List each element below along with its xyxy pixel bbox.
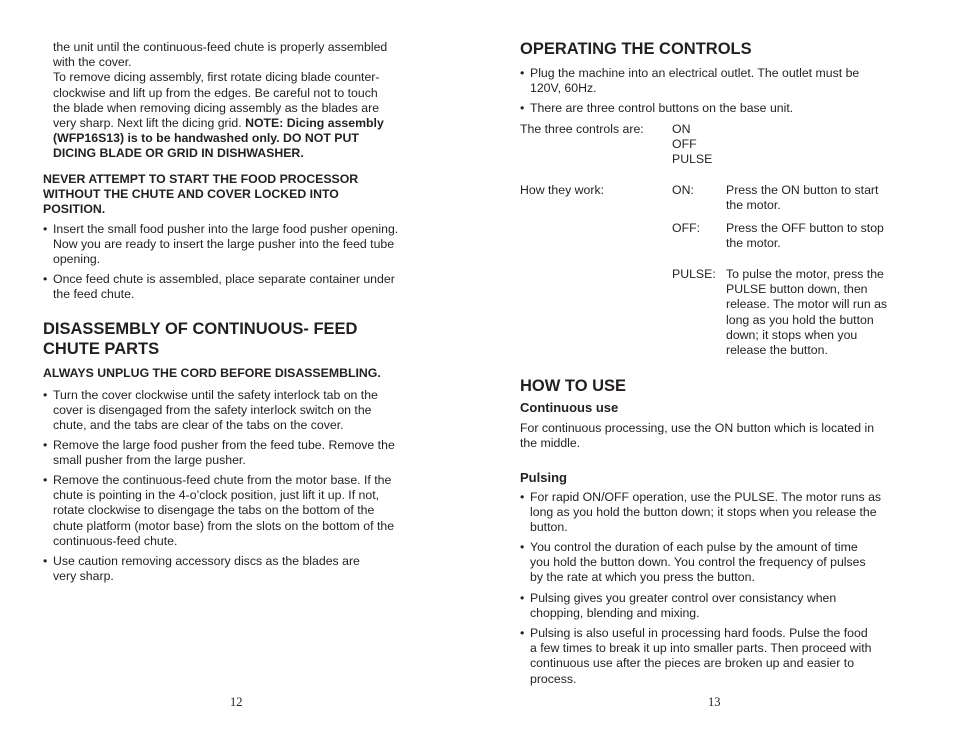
list-item bbox=[520, 626, 925, 687]
list-item bbox=[43, 554, 445, 584]
control-name: PULSE bbox=[672, 152, 713, 167]
list-item bbox=[43, 272, 445, 302]
text-line: chute is pointing in the 4-o’clock position, just lift it up. If not, bbox=[53, 488, 380, 503]
page-number: 13 bbox=[708, 695, 721, 709]
note-label: NOTE: Dicing assembly bbox=[245, 116, 384, 131]
text-line: the unit until the continuous-feed chute is properly assembled bbox=[53, 40, 388, 54]
list-item bbox=[43, 388, 445, 434]
pulsing-heading: Pulsing bbox=[520, 470, 567, 485]
text-line: chute platform (motor base) from the slots on the bottom of the bbox=[53, 518, 395, 533]
text-line: • Remove the large food pusher from the feed tube. Remove the bbox=[53, 438, 395, 452]
list-item bbox=[520, 66, 925, 96]
text-line: To remove dicing assembly, first rotate dicing blade counter- bbox=[53, 70, 380, 85]
text-line: the motor. bbox=[726, 198, 781, 213]
text-line: • Turn the cover clockwise until the safety interlock tab on the bbox=[53, 388, 378, 402]
text-line: long as you hold the button bbox=[726, 312, 874, 327]
text-line: down; it stops when you bbox=[726, 327, 858, 342]
how-label: How they work: bbox=[520, 183, 605, 197]
text-line: cover is disengaged from the safety interlock switch on the bbox=[53, 403, 372, 418]
text-line: chute, and the tabs are clear of the tabs on the cover. bbox=[53, 418, 344, 433]
text-line: the blade when removing dicing assembly as the blades are bbox=[53, 100, 380, 115]
note-line: (WFP16S13) is to be handwashed only. DO NOT PUT bbox=[53, 131, 359, 146]
text-fragment: very sharp. Next lift the dicing grid. bbox=[53, 116, 246, 131]
text-line: very sharp. bbox=[53, 569, 114, 584]
start-warning bbox=[43, 172, 443, 218]
text-line: • Plug the machine into an electrical outlet. The outlet must be bbox=[530, 66, 860, 80]
list-item bbox=[520, 540, 925, 586]
text-line: Press the ON button to start bbox=[726, 183, 879, 197]
text-line: PULSE button down, then bbox=[726, 282, 868, 297]
heading-line: DISASSEMBLY OF CONTINUOUS- FEED bbox=[43, 320, 358, 338]
control-name: OFF bbox=[672, 137, 697, 152]
text-line: • Insert the small food pusher into the large food pusher opening. bbox=[53, 222, 399, 236]
text-line: small pusher from the large pusher. bbox=[53, 453, 246, 468]
warning-line: POSITION. bbox=[43, 202, 106, 217]
text-line: long as you hold the button down; it stops when you release the bbox=[530, 505, 877, 520]
page-number: 12 bbox=[230, 695, 243, 709]
disassembly-heading bbox=[43, 319, 443, 359]
text-line: • There are three control buttons on the base unit. bbox=[530, 101, 794, 115]
text-line: Press the OFF button to stop bbox=[726, 221, 884, 235]
how-desc-off bbox=[726, 221, 916, 251]
text-line: continuous use after the pieces are broken up and easier to bbox=[530, 656, 855, 671]
continuous-text bbox=[520, 421, 920, 451]
warning-line: NEVER ATTEMPT TO START THE FOOD PROCESSOR bbox=[43, 172, 359, 186]
list-item bbox=[520, 490, 925, 536]
text-line: with the cover. bbox=[53, 55, 132, 70]
heading-line: CHUTE PARTS bbox=[43, 340, 160, 358]
controls-list bbox=[672, 122, 712, 168]
text-line: opening. bbox=[53, 252, 101, 267]
text-line: the motor. bbox=[726, 236, 781, 251]
text-line: • Pulsing gives you greater control over consistancy when bbox=[530, 591, 837, 605]
list-item bbox=[520, 591, 925, 621]
text-line: release the button. bbox=[726, 343, 828, 358]
unplug-warning: ALWAYS UNPLUG THE CORD BEFORE DISASSEMBLING. bbox=[43, 366, 381, 380]
text-line: • Remove the continuous-feed chute from the motor base. If the bbox=[53, 473, 392, 487]
text-line: • Use caution removing accessory discs as the blades are bbox=[53, 554, 360, 568]
text-line: • You control the duration of each pulse by the amount of time bbox=[530, 540, 858, 554]
text-line: To pulse the motor, press the bbox=[726, 267, 884, 281]
list-item bbox=[43, 222, 445, 268]
text-line: a few times to break it up into smaller parts. Then proceed with bbox=[530, 641, 872, 656]
text-line: process. bbox=[530, 671, 577, 686]
list-item bbox=[43, 438, 445, 468]
continuous-heading: Continuous use bbox=[520, 400, 619, 415]
list-item bbox=[43, 473, 445, 549]
note-line: DICING BLADE OR GRID IN DISHWASHER. bbox=[53, 146, 304, 161]
how-key-off: OFF: bbox=[672, 221, 701, 235]
warning-line: WITHOUT THE CHUTE AND COVER LOCKED INTO bbox=[43, 187, 339, 202]
how-desc-pulse bbox=[726, 267, 916, 358]
text-line: the feed chute. bbox=[53, 287, 135, 302]
operating-heading: OPERATING THE CONTROLS bbox=[520, 40, 752, 58]
text-line: For continuous processing, use the ON button which is located in bbox=[520, 421, 875, 435]
text-line: by the rate at which you press the button. bbox=[530, 570, 755, 585]
text-line: button. bbox=[530, 520, 568, 535]
how-desc-on bbox=[726, 183, 916, 213]
text-line: chopping, blending and mixing. bbox=[530, 606, 700, 621]
text-line: you hold the button down. You control the frequency of pulses bbox=[530, 555, 866, 570]
controls-label: The three controls are: bbox=[520, 122, 644, 136]
text-line: 120V, 60Hz. bbox=[530, 81, 597, 96]
text-line: • Once feed chute is assembled, place separate container under bbox=[53, 272, 395, 286]
text-line: continuous-feed chute. bbox=[53, 533, 178, 548]
text-line: the middle. bbox=[520, 436, 581, 451]
text-line: Now you are ready to insert the large pusher into the feed tube bbox=[53, 237, 395, 252]
text-line bbox=[53, 116, 443, 131]
text-line: • For rapid ON/OFF operation, use the PULSE. The motor runs as bbox=[530, 490, 882, 504]
howto-heading: HOW TO USE bbox=[520, 377, 627, 395]
list-item bbox=[520, 101, 925, 116]
continued-text bbox=[53, 40, 443, 162]
how-key-on: ON: bbox=[672, 183, 694, 197]
text-line: rotate clockwise to disengage the tabs on the bottom of the bbox=[53, 503, 375, 518]
how-key-pulse: PULSE: bbox=[672, 267, 716, 281]
text-line: • Pulsing is also useful in processing hard foods. Pulse the food bbox=[530, 626, 868, 640]
control-name: ON bbox=[672, 122, 691, 136]
text-line: clockwise and lift up from the edges. Be careful not to touch bbox=[53, 85, 378, 100]
text-line: release. The motor will run as bbox=[726, 297, 888, 312]
